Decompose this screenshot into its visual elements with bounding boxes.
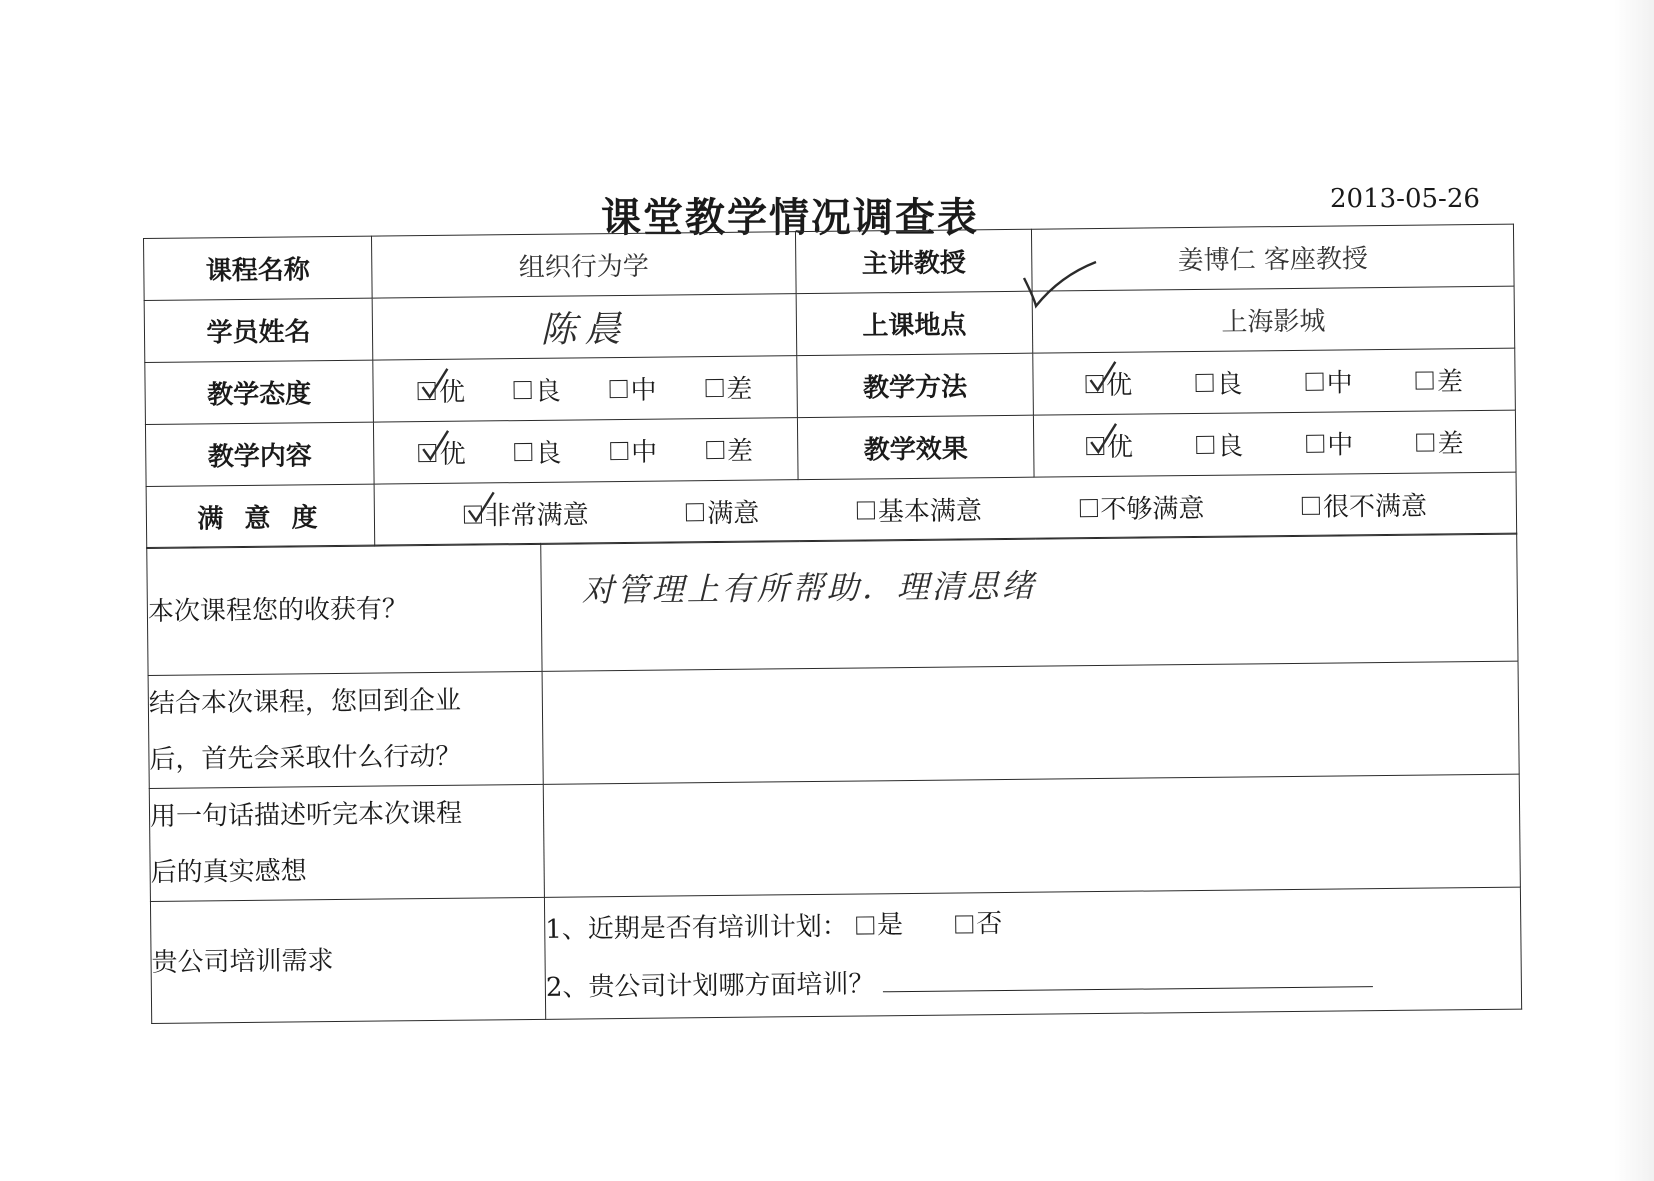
action-label-line1: 结合本次课程，您回到企业 — [148, 686, 462, 720]
action-label-line2: 后，首先会采取什么行动？ — [149, 742, 462, 776]
training-q1 — [545, 890, 1521, 959]
content-label: 教学内容 — [145, 422, 374, 486]
method-option-poor[interactable] — [1416, 361, 1463, 398]
option-label: 是 — [876, 910, 904, 941]
satisfaction-option-satisfied[interactable] — [686, 493, 759, 531]
option-label: 满意 — [707, 498, 760, 530]
content-option-good[interactable] — [514, 433, 561, 470]
option-label: 差 — [726, 436, 754, 467]
feeling-label-line1: 用一句话描述听完本次课程 — [149, 799, 463, 833]
professor-label: 主讲教授 — [795, 229, 1032, 293]
checkbox[interactable] — [1306, 434, 1324, 452]
method-option-excellent[interactable] — [1085, 365, 1132, 402]
checkbox-checked[interactable] — [1086, 436, 1104, 454]
checkbox[interactable] — [955, 916, 973, 934]
professor-value[interactable]: 姜博仁 客座教授 — [1031, 224, 1514, 291]
satisfaction-option-basically[interactable] — [857, 490, 982, 528]
checkbox[interactable] — [609, 379, 627, 397]
checkbox[interactable] — [514, 442, 532, 460]
checkbox[interactable] — [1195, 373, 1213, 391]
course-name-value[interactable]: 组织行为学 — [371, 232, 796, 298]
gain-label: 本次课程您的收获有？ — [147, 544, 542, 676]
checkbox[interactable] — [1306, 372, 1324, 390]
option-label: 优 — [1106, 370, 1133, 401]
method-options — [1033, 348, 1516, 415]
effect-option-excellent[interactable] — [1086, 427, 1133, 464]
checkbox-checked[interactable] — [419, 443, 437, 461]
training-cell — [544, 888, 1521, 1020]
effect-label: 教学效果 — [797, 415, 1034, 479]
survey-table — [143, 224, 1517, 549]
training-q1-text: 1、近期是否有培训计划： — [545, 912, 848, 946]
checkbox[interactable] — [1302, 496, 1320, 514]
training-q2-text: 2、贵公司计划哪方面培训？ — [545, 969, 875, 1004]
checkbox[interactable] — [1416, 371, 1434, 389]
checkbox-checked[interactable] — [1085, 374, 1103, 392]
row-training — [150, 888, 1521, 1024]
option-label: 良 — [535, 438, 562, 469]
option-label: 否 — [976, 909, 1003, 940]
scan-edge — [1614, 0, 1654, 1181]
checkbox[interactable] — [610, 441, 628, 459]
option-label: 优 — [1106, 432, 1134, 463]
survey-questions-table — [146, 533, 1522, 1024]
row-gain — [147, 534, 1518, 676]
checkbox[interactable] — [686, 503, 704, 521]
location-value[interactable]: 上海影城 — [1032, 286, 1515, 353]
action-answer-cell[interactable] — [542, 662, 1519, 785]
gain-answer-cell[interactable] — [541, 534, 1518, 672]
content-option-poor[interactable] — [706, 431, 753, 468]
satisfaction-option-very-satisfied[interactable] — [463, 494, 588, 532]
option-label: 中 — [1327, 430, 1354, 461]
checkbox[interactable] — [1416, 433, 1434, 451]
effect-options — [1033, 410, 1516, 477]
option-label: 非常满意 — [484, 500, 589, 532]
student-name-handwriting: 陈晨 — [540, 308, 629, 351]
form-date: 2013-05-26 — [1330, 184, 1480, 214]
option-label: 差 — [726, 374, 753, 405]
content-option-excellent[interactable] — [418, 434, 465, 471]
check-mark-icon — [1020, 258, 1100, 318]
checkbox[interactable] — [1196, 435, 1214, 453]
option-label: 中 — [630, 375, 657, 406]
option-label: 差 — [1437, 429, 1464, 460]
method-option-good[interactable] — [1195, 363, 1242, 400]
row-action — [148, 662, 1519, 789]
attitude-options — [373, 356, 798, 422]
form-title: 课堂教学情况调查表 — [601, 195, 979, 241]
checkbox[interactable] — [857, 501, 875, 519]
option-label: 基本满意 — [877, 496, 983, 528]
feeling-answer-cell[interactable] — [543, 775, 1520, 898]
checkbox[interactable] — [856, 917, 874, 935]
satisfaction-option-not-enough[interactable] — [1079, 488, 1204, 526]
option-label: 差 — [1436, 367, 1464, 398]
student-name-cell[interactable] — [372, 294, 797, 360]
training-q2-blank[interactable] — [882, 963, 1372, 993]
student-name-label: 学员姓名 — [144, 298, 373, 362]
option-label: 优 — [439, 439, 466, 470]
action-label — [148, 672, 543, 789]
satisfaction-option-very-unsatisfied[interactable] — [1302, 486, 1427, 524]
training-option-yes[interactable] — [856, 896, 904, 954]
training-option-no[interactable] — [955, 895, 1003, 953]
option-label: 良 — [534, 376, 561, 407]
attitude-option-average[interactable] — [609, 370, 656, 407]
attitude-option-excellent[interactable] — [418, 372, 465, 409]
option-label: 不够满意 — [1100, 493, 1205, 525]
checkbox[interactable] — [1079, 499, 1097, 517]
option-label: 良 — [1216, 431, 1244, 462]
option-label: 中 — [1326, 368, 1353, 399]
satisfaction-label: 满 意 度 — [146, 484, 375, 548]
method-label: 教学方法 — [797, 353, 1034, 417]
checkbox[interactable] — [514, 380, 532, 398]
effect-option-poor[interactable] — [1416, 423, 1463, 460]
course-name-label: 课程名称 — [144, 236, 373, 300]
option-label: 良 — [1216, 369, 1243, 400]
gain-answer-handwriting: 对管理上有所帮助．理清思绪 — [581, 567, 1037, 610]
content-option-average[interactable] — [610, 432, 657, 469]
content-options — [373, 418, 798, 484]
row-feeling — [149, 775, 1520, 902]
method-option-average[interactable] — [1305, 362, 1352, 399]
option-label: 优 — [438, 377, 466, 408]
feeling-label — [149, 785, 544, 902]
attitude-option-poor[interactable] — [705, 369, 752, 406]
checkbox[interactable] — [705, 378, 723, 396]
survey-form — [143, 224, 1522, 1076]
option-label: 中 — [630, 437, 658, 468]
training-q2 — [546, 949, 1522, 1017]
training-label: 贵公司培训需求 — [150, 898, 545, 1024]
effect-option-average[interactable] — [1306, 424, 1353, 461]
checkbox[interactable] — [706, 440, 724, 458]
location-label: 上课地点 — [796, 291, 1033, 355]
option-label: 很不满意 — [1322, 491, 1428, 523]
attitude-option-good[interactable] — [514, 371, 561, 408]
effect-option-good[interactable] — [1196, 425, 1243, 462]
feeling-label-line2: 后的真实感想 — [150, 856, 307, 889]
attitude-label: 教学态度 — [145, 360, 374, 424]
checkbox-checked[interactable] — [418, 381, 436, 399]
checkbox-checked[interactable] — [464, 505, 482, 523]
